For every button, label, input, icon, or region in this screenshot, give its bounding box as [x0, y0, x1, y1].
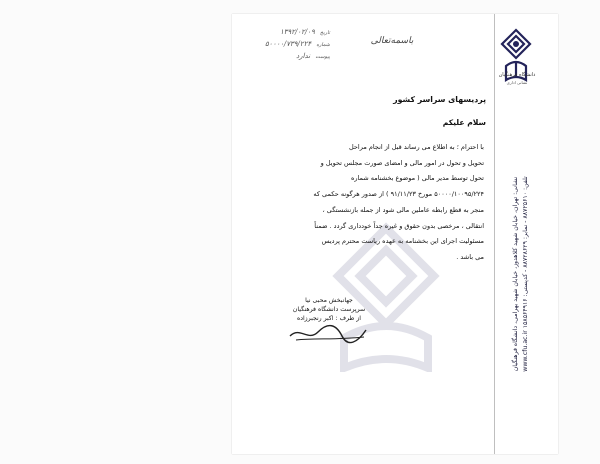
signatory-name: جهانبخش محبی نیا — [305, 297, 353, 304]
body-line: مسئولیت اجرای این بخشنامه به عهده ریاست محترم پردیس — [321, 237, 484, 246]
body-line: ۵۰۰۰۰/۱۰۰۹۵/۲۲۴ مورخ ۹۱/۱۱/۲۳ ) از صدور هرگونه حکمی که — [313, 190, 484, 199]
number-value: ۵۰۰۰۰/۷۳۹/۲۲۴ — [265, 40, 312, 48]
salutation: سلام علیکم — [442, 118, 486, 127]
body-line: با احترام ؛ به اطلاع می رساند قبل از انجام مراحل — [348, 143, 484, 151]
letter-number — [248, 40, 330, 48]
body-line: تحویل و تحول در امور مالی و امضای صورت مجلس تحویل و — [320, 158, 484, 167]
body-line: منجر به قطع رابطه عاملین مالی شود از جمله بازنشستگی ، — [322, 205, 484, 214]
handwritten-signature — [286, 322, 370, 344]
body-line: انتقالی ، مرخصی بدون حقوق و غیره جداً خودداری گردد . ضمناً — [314, 221, 484, 230]
letter-body — [250, 140, 484, 266]
letter-attachment — [248, 52, 330, 60]
signature-block — [288, 296, 370, 323]
date-value: ۱۳۹۲/۰۲/۰۹ — [280, 28, 315, 36]
organization-name: دانشگاه فرهنگیان — [498, 72, 536, 78]
bismillah-heading: باسمه‌تعالی — [370, 36, 414, 46]
body-line: تحول توسط مدیر مالی ( موضوع بخشنامه شماره — [350, 174, 484, 183]
letterhead-address-line: نشانی: تهران، خیابان شهید کلاهدوز، خیابان شهید بهرامی، دانشگاه فرهنگیان — [512, 176, 519, 372]
body-line: می باشد . — [456, 252, 484, 261]
letter-date — [248, 28, 330, 36]
organization-subtitle: نشانی اداری — [506, 80, 528, 85]
attachment-value: ندارد — [296, 52, 311, 60]
signatory-title: سرپرست دانشگاه فرهنگیان — [292, 306, 366, 313]
date-label: تاریخ — [320, 30, 330, 36]
recipient-heading: پردیسهای سراسر کشور — [393, 95, 486, 104]
letterhead-contact-line: تلفن: ۸۸۷۲۵۶۱۰ - نمابر: ۸۸۷۲۸۶۲۹ - کدپستی: ۱۵۸۵۶۴۹۱۶ www.cfu.ac.ir — [522, 176, 529, 372]
signatory-on-behalf: از طرف : اکبر رنجبرزاده — [296, 315, 362, 322]
number-label: شماره — [316, 42, 330, 48]
attachment-label: پیوست — [315, 54, 330, 60]
